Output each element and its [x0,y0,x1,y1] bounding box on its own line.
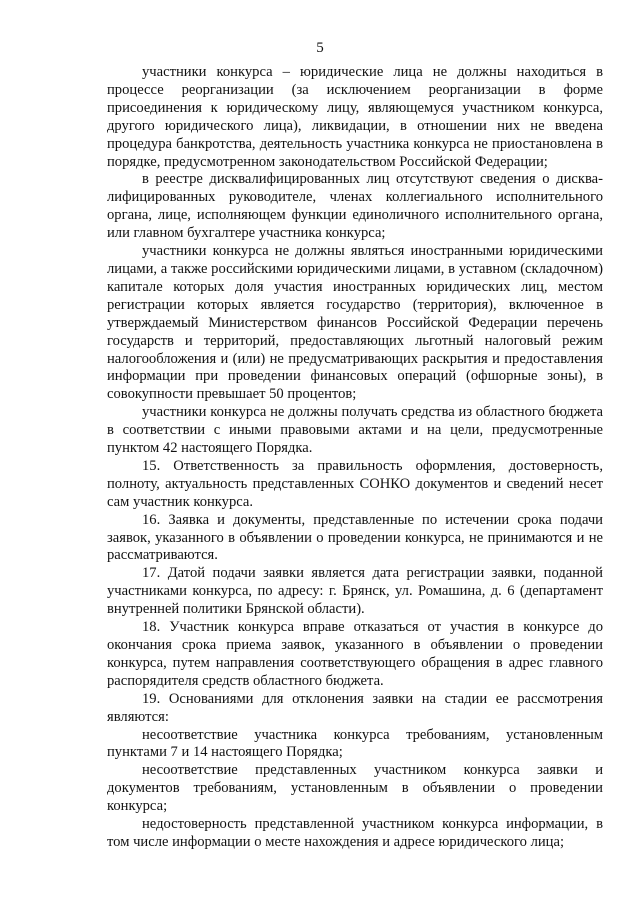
paragraph-item-17: 17. Датой подачи заявки является дата регистрации заявки, поданной участниками конкурса, по адресу: г. Брянск, ул. Ромашина, д. 6 (департамент внутренней политики Брянской области). [107,565,603,618]
paragraph-item-16: 16. Заявка и документы, представленные по истечении срока подачи заявок, указанного в объявлении о проведении конкурса, не принимаются и не рассматриваются. [107,511,603,564]
paragraph-rejection-reason-requirements: несоответствие участника конкурса требованиям, установленным пунктами 7 и 14 настоящего Порядка; [107,726,603,761]
paragraph-foreign-entities: участники конкурса не должны являться иностранными юридическими лицами, а также российскими юридическими лицами, в уставном (складочном) капитале которых доля участия иностранных юридических лиц, местом регистрации которых является государство (территория), включенное в утверждаемый Министерством финансов Российской Федерации перечень государств и территорий, предоставляющих льготный налоговый режим налогообложения и (или) не предусматривающих раскрытия и предоставления информации при проведении финансовых операций (офшорные зоны), в совокупности превышает 50 процентов; [107,243,603,403]
document-body [107,64,603,852]
paragraph-item-19: 19. Основаниями для отклонения заявки на стадии ее рассмотрения являются: [107,690,603,725]
paragraph-rejection-reason-inaccuracy: недостоверность представленной участником конкурса информации, в том числе информации о месте нахождения и адресе юридического лица; [107,816,603,850]
paragraph-regional-budget-funds: участники конкурса не должны получать средства из областного бюджета в соответствии с иными правовыми актами и на цели, предусмотренные пунктом 42 настоящего Порядка. [107,404,603,457]
paragraph-disqualified-persons: в реестре дисквалифицированных лиц отсутствуют сведения о дисквалифицированных руководителе, членах коллегиального исполнительного органа, лице, исполняющем функции единоличного исполнительного органа, или главном бухгалтере участника конкурса; [107,171,603,242]
paragraph-item-18: 18. Участник конкурса вправе отказаться от участия в конкурсе до окончания срока приема заявок, указанного в объявлении о проведении конкурса, путем направления соответствующего обращения в адрес главного распорядителя средств областного бюджета. [107,619,603,689]
page-number: 5 [316,40,324,56]
paragraph-reorganization-requirement: участники конкурса – юридические лица не должны находиться в процессе реорганизации (за исключением реорганизации в форме присоединения к юридическому лицу, являющемуся участником конкурса, другого юридического лица), ликвидации, в отношении них не введена процедура банкротства, деятельность участника конкурса не приостановлена в порядке, предусмотренном законодательством Российской Федерации; [107,64,603,170]
paragraph-item-15: 15. Ответственность за правильность оформления, достоверность, полноту, актуальность представленных СОНКО документов и сведений несет сам участник конкурса. [107,457,603,510]
paragraph-rejection-reason-documents: несоответствие представленных участником конкурса заявки и документов требованиям, установленным в объявлении о проведении конкурса; [107,762,603,815]
